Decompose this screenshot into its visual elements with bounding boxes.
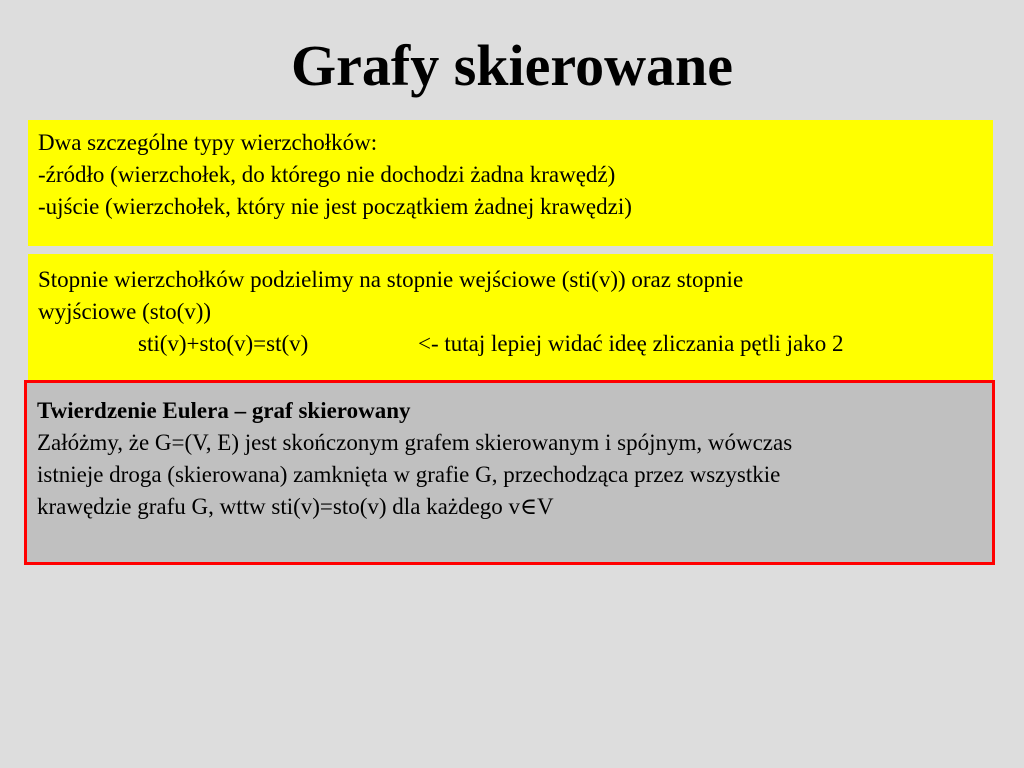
vertex-types-intro: Dwa szczególne typy wierzchołków: [38, 130, 378, 155]
theorem-text-line-3: krawędzie grafu G, wttw sti(v)=sto(v) dla każdego v∈V [37, 494, 554, 519]
degree-formula-line [38, 328, 983, 360]
vertex-types-box [28, 120, 993, 246]
theorem-text-line-1: Załóżmy, że G=(V, E) jest skończonym grafem skierowanym i spójnym, wówczas [37, 430, 793, 455]
vertex-degrees-box [28, 254, 993, 380]
euler-theorem-box [24, 380, 995, 565]
source-definition: -źródło (wierzchołek, do którego nie dochodzi żadna krawędź) [38, 162, 616, 187]
degrees-text-line-2: wyjściowe (sto(v)) [38, 299, 212, 324]
degree-formula: sti(v)+sto(v)=st(v) [138, 331, 309, 356]
sink-definition: -ujście (wierzchołek, który nie jest początkiem żadnej krawędzi) [38, 194, 632, 219]
degrees-text-line-1: Stopnie wierzchołków podzielimy na stopnie wejściowe (sti(v)) oraz stopnie [38, 267, 744, 292]
degree-formula-comment: <- tutaj lepiej widać ideę zliczania pętli jako 2 [418, 331, 844, 356]
slide-title: Grafy skierowane [291, 33, 733, 98]
theorem-heading: Twierdzenie Eulera – graf skierowany [37, 398, 411, 423]
theorem-text-line-2: istnieje droga (skierowana) zamknięta w grafie G, przechodząca przez wszystkie [37, 462, 781, 487]
